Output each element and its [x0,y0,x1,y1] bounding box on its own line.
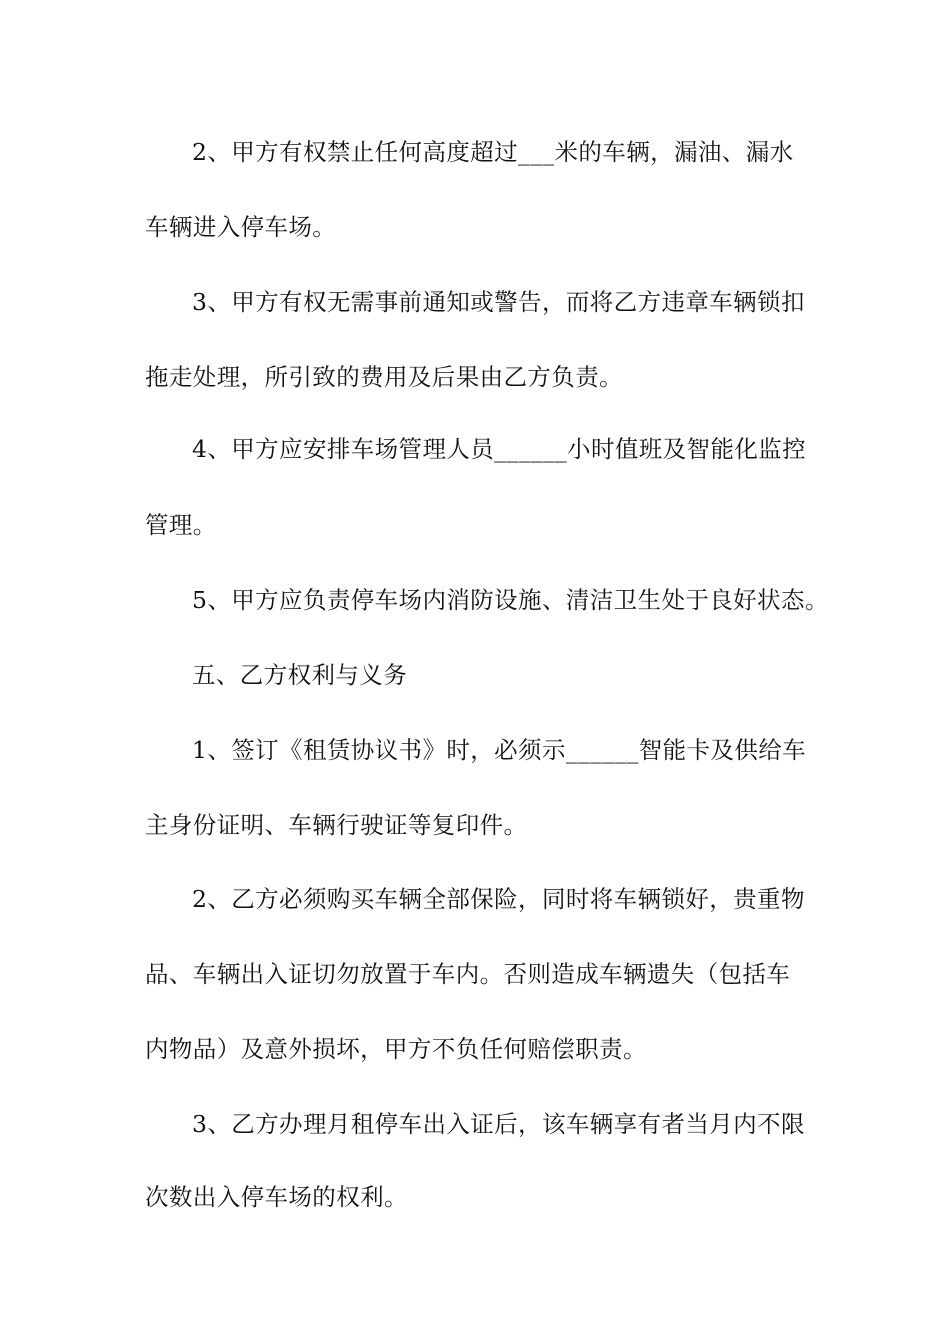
party-b-clause-3-line-1: 3、乙方办理月租停车出入证后，该车辆享有者当月内不限 [192,1110,805,1138]
clause-3-line-1: 3、甲方有权无需事前通知或警告，而将乙方违章车辆锁扣 [192,288,805,316]
clause-5-line-1: 5、甲方应负责停车场内消防设施、清洁卫生处于良好状态。 [192,586,829,614]
clause-2-line-1: 2、甲方有权禁止任何高度超过___米的车辆，漏油、漏水 [192,138,794,166]
clause-4-line-1: 4、甲方应安排车场管理人员______小时值班及智能化监控 [192,435,807,463]
party-b-clause-2-line-1: 2、乙方必须购买车辆全部保险，同时将车辆锁好，贵重物 [192,885,805,913]
party-b-clause-3-line-2: 次数出入停车场的权利。 [145,1183,408,1211]
clause-4-line-2: 管理。 [145,511,217,539]
clause-2-line-2: 车辆进入停车场。 [145,213,337,241]
section-heading: 五、乙方权利与义务 [192,661,408,689]
clause-3-line-2: 拖走处理，所引致的费用及后果由乙方负责。 [145,363,623,391]
party-b-clause-2-line-2: 品、车辆出入证切勿放置于车内。否则造成车辆遗失（包括车 [145,960,791,988]
party-b-clause-2-line-3: 内物品）及意外损坏，甲方不负任何赔偿职责。 [145,1035,647,1063]
party-b-clause-1-line-1: 1、签订《租赁协议书》时，必须示______智能卡及供给车 [192,736,807,764]
party-b-clause-1-line-2: 主身份证明、车辆行驶证等复印件。 [145,811,528,839]
